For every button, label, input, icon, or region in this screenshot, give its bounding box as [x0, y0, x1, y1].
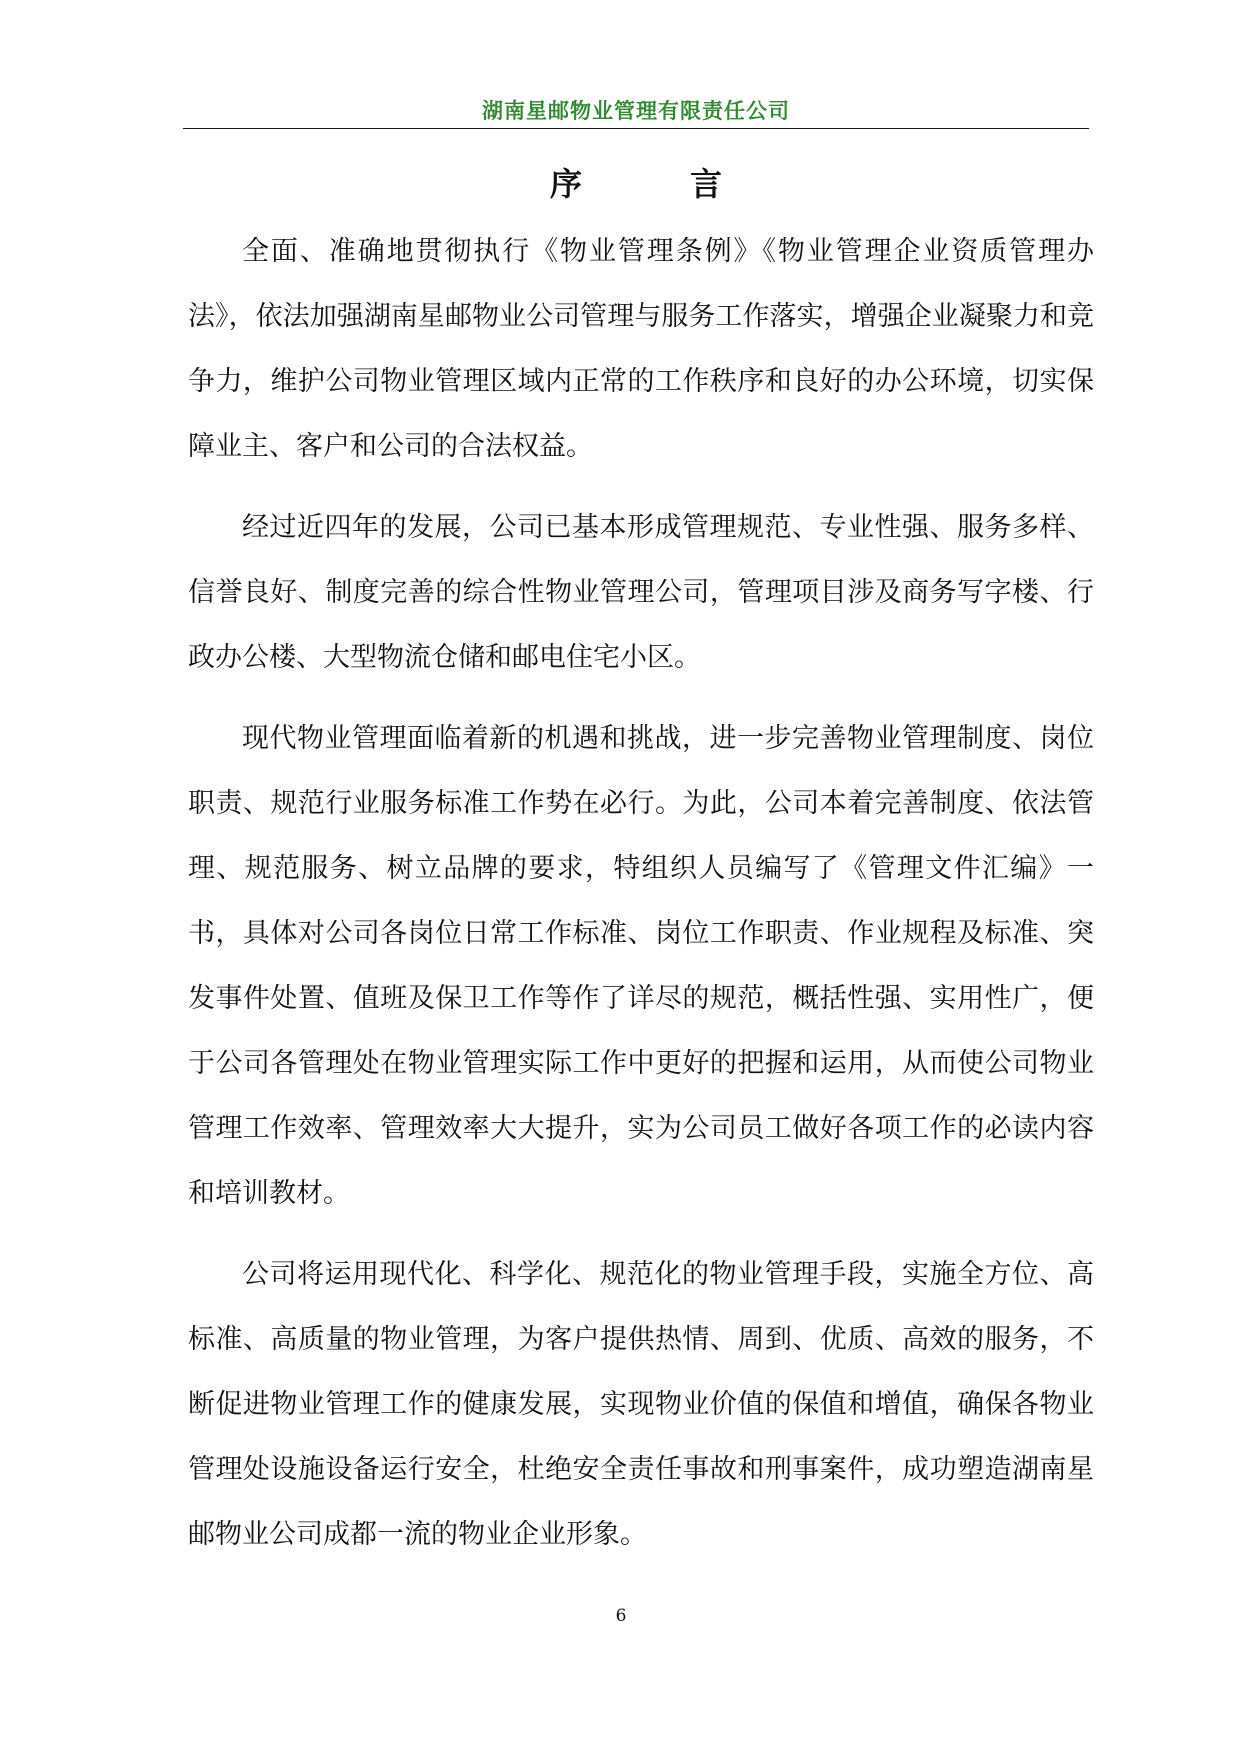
- paragraph-1: 全面、准确地贯彻执行《物业管理条例》《物业管理企业资质管理办法》，依法加强湖南星邮物业公司管理与服务工作落实，增强企业凝聚力和竞争力，维护公司物业管理区域内正常的工作秩序和良好的办公环境，切实保障业主、客户和公司的合法权益。: [188, 236, 1094, 462]
- header-divider: [183, 128, 1089, 129]
- paragraph-2: 经过近四年的发展，公司已基本形成管理规范、专业性强、服务多样、信誉良好、制度完善的综合性物业管理公司，管理项目涉及商务写字楼、行政办公楼、大型物流仓储和邮电住宅小区。: [188, 512, 1094, 673]
- page-title: [183, 160, 1089, 208]
- title-char-right: 言: [690, 165, 723, 203]
- title-char-left: 序: [549, 165, 582, 203]
- preface-body: [188, 219, 1094, 1583]
- paragraph-3: 现代物业管理面临着新的机遇和挑战，进一步完善物业管理制度、岗位职责、规范行业服务标准工作势在必行。为此，公司本着完善制度、依法管理、规范服务、树立品牌的要求，特组织人员编写了《管理文件汇编》一书，具体对公司各岗位日常工作标准、岗位工作职责、作业规程及标准、突发事件处置、值班及保卫工作等作了详尽的规范，概括性强、实用性广，便于公司各管理处在物业管理实际工作中更好的把握和运用，从而使公司物业管理工作效率、管理效率大大提升，实为公司员工做好各项工作的必读内容和培训教材。: [188, 723, 1094, 1209]
- page-number: 6: [615, 1606, 627, 1626]
- paragraph-4: 公司将运用现代化、科学化、规范化的物业管理手段，实施全方位、高标准、高质量的物业管理，为客户提供热情、周到、优质、高效的服务，不断促进物业管理工作的健康发展，实现物业价值的保值和增值，确保各物业管理处设施设备运行安全，杜绝安全责任事故和刑事案件，成功塑造湖南星邮物业公司成都一流的物业企业形象。: [188, 1259, 1094, 1550]
- company-header: 湖南星邮物业管理有限责任公司: [482, 99, 790, 123]
